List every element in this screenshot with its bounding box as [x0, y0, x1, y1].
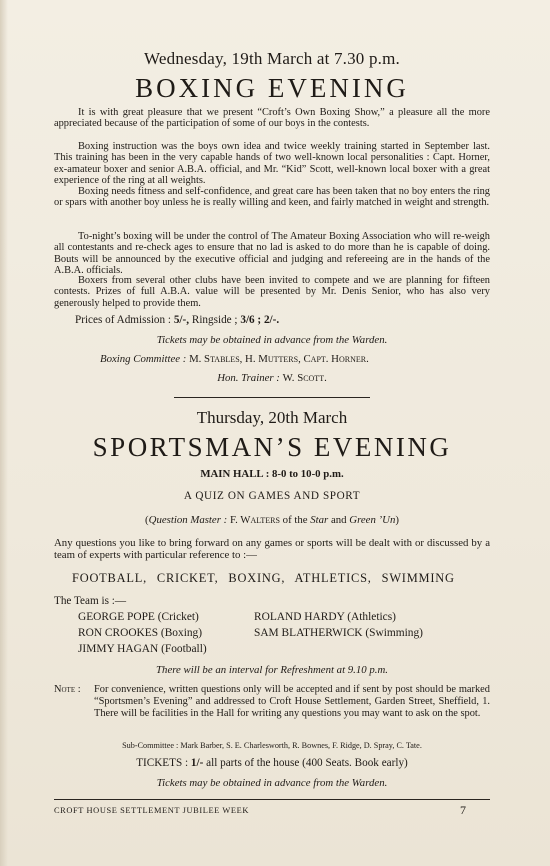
sport-item: SWIMMING	[381, 571, 455, 585]
note-text-body: For convenience, written questions only will be accepted and if sent by post should be marked “Sportsmen’s Evening” and addressed to Croft House Settlement, Garden Street, Sheffield, 1. There will be facilities in the Hall for writing any questions you may want to ask on the spot.	[94, 684, 490, 720]
team-member: GEORGE POPE (Cricket)	[78, 611, 199, 623]
tickets-line	[54, 757, 490, 769]
boxing-date-line: Wednesday, 19th March at 7.30 p.m.	[144, 49, 400, 68]
boxing-paragraph-4: To-night’s boxing will be under the control of The Amateur Boxing Association who will re-weigh all contestants and re-check ages to ensure that no lad is asked to do more than he is capable of doing. Bouts will be announced by the executive official and judging and refereeing are in the hands of the A.B.A. officials.	[54, 231, 490, 277]
trainer-label: Hon. Trainer :	[217, 372, 280, 384]
team-member: JIMMY HAGAN (Football)	[78, 643, 207, 655]
question-master: (Question Master : F. Walters of the Star and Green ’Un)	[145, 514, 399, 526]
tickets-text: all parts of the house (400 Seats. Book early)	[206, 757, 408, 769]
price-main: 5/-,	[173, 314, 190, 326]
page-edge-shadow	[0, 0, 8, 866]
boxing-paragraph-1: It is with great pleasure that we present “Croft’s Own Boxing Show,” a pleasure all the more appreciated because of the participation of some of our boys in the contests.	[54, 107, 490, 130]
note-label: Note :	[54, 684, 81, 695]
committee-label: Boxing Committee :	[100, 353, 187, 365]
sportsman-title: SPORTSMAN’S EVENING	[92, 432, 452, 462]
sport-item: FOOTBALL,	[72, 571, 148, 585]
tickets-price: 1/-	[190, 757, 204, 769]
admission-prices	[75, 314, 279, 326]
sports-list	[72, 571, 455, 586]
interval-note: There will be an interval for Refreshment at 9.10 p.m.	[156, 664, 388, 676]
section-divider	[174, 397, 370, 398]
boxing-committee	[100, 353, 369, 365]
price-ringside: 3/6 ; 2/-.	[240, 314, 280, 326]
main-hall-time: MAIN HALL : 8-0 to 10-0 p.m.	[200, 468, 344, 480]
trainer-name: W. Scott.	[282, 372, 327, 384]
sub-committee: Sub-Committee : Mark Barber, S. E. Charlesworth, R. Bownes, F. Ridge, D. Spray, C. Tate.	[122, 741, 422, 750]
qm-name: F. Walters	[229, 514, 280, 526]
boxing-paragraph-2: Boxing instruction was the boys own idea and twice weekly training started in September last. This training has been in the very capable hands of two well-known local personalities : Capt. Horner, ex-amateur boxer and senior A.B.A. official, and Mr. “Kid” Scott, well-known local boxer with a great experience of the ring at all weights.	[54, 141, 490, 187]
quiz-heading: A QUIZ ON GAMES AND SPORT	[183, 490, 361, 502]
prices-label: Prices of Admission :	[75, 314, 172, 326]
sport-item: CRICKET,	[156, 571, 219, 585]
tickets-label: TICKETS :	[136, 757, 189, 769]
questions-paragraph: Any questions you like to bring forward on any games or sports will be dealt with or discussed by a team of experts with particular reference to :—	[54, 537, 490, 561]
team-member: ROLAND HARDY (Athletics)	[254, 611, 396, 623]
footer-text: CROFT HOUSE SETTLEMENT JUBILEE WEEK	[54, 806, 250, 815]
team-member: RON CROOKES (Boxing)	[78, 627, 203, 639]
footer-rule	[54, 799, 490, 800]
qm-paper-2: Green ’Un	[349, 514, 396, 526]
qm-of: of the	[282, 514, 308, 526]
sportsman-tickets-note: Tickets may be obtained in advance from the Warden.	[156, 777, 388, 789]
hon-trainer	[54, 372, 490, 384]
boxing-paragraph-5: Boxers from several other clubs have been invited to compete and we are planning for fifteen contests. Prizes of full A.B.A. value will be presented by Mr. Denis Senior, who has also very generously helped to provide them.	[54, 275, 490, 309]
sportsman-date-line: Thursday, 20th March	[196, 408, 348, 427]
team-member: SAM BLATHERWICK (Swimming)	[254, 627, 423, 639]
ringside-label: Ringside ;	[191, 314, 238, 326]
qm-label: Question Master :	[148, 514, 228, 526]
note-text	[94, 684, 490, 721]
sport-item: BOXING,	[228, 571, 286, 585]
boxing-tickets-note: Tickets may be obtained in advance from the Warden.	[156, 334, 388, 346]
committee-members: M. Stables, H. Mutters, Capt. Horner.	[189, 353, 369, 365]
boxing-paragraph-3: Boxing needs fitness and self-confidence, and great care has been taken that no boy enters the ring or spars with another boy unless he is really willing and keen, and fairly matched in weight and strength.	[54, 186, 490, 209]
sport-item: ATHLETICS,	[294, 571, 372, 585]
boxing-title: BOXING EVENING	[135, 73, 409, 103]
qm-paper-1: Star	[310, 514, 329, 526]
qm-and: and	[330, 514, 347, 526]
team-label: The Team is :—	[54, 595, 127, 607]
page-number: 7	[460, 803, 466, 817]
